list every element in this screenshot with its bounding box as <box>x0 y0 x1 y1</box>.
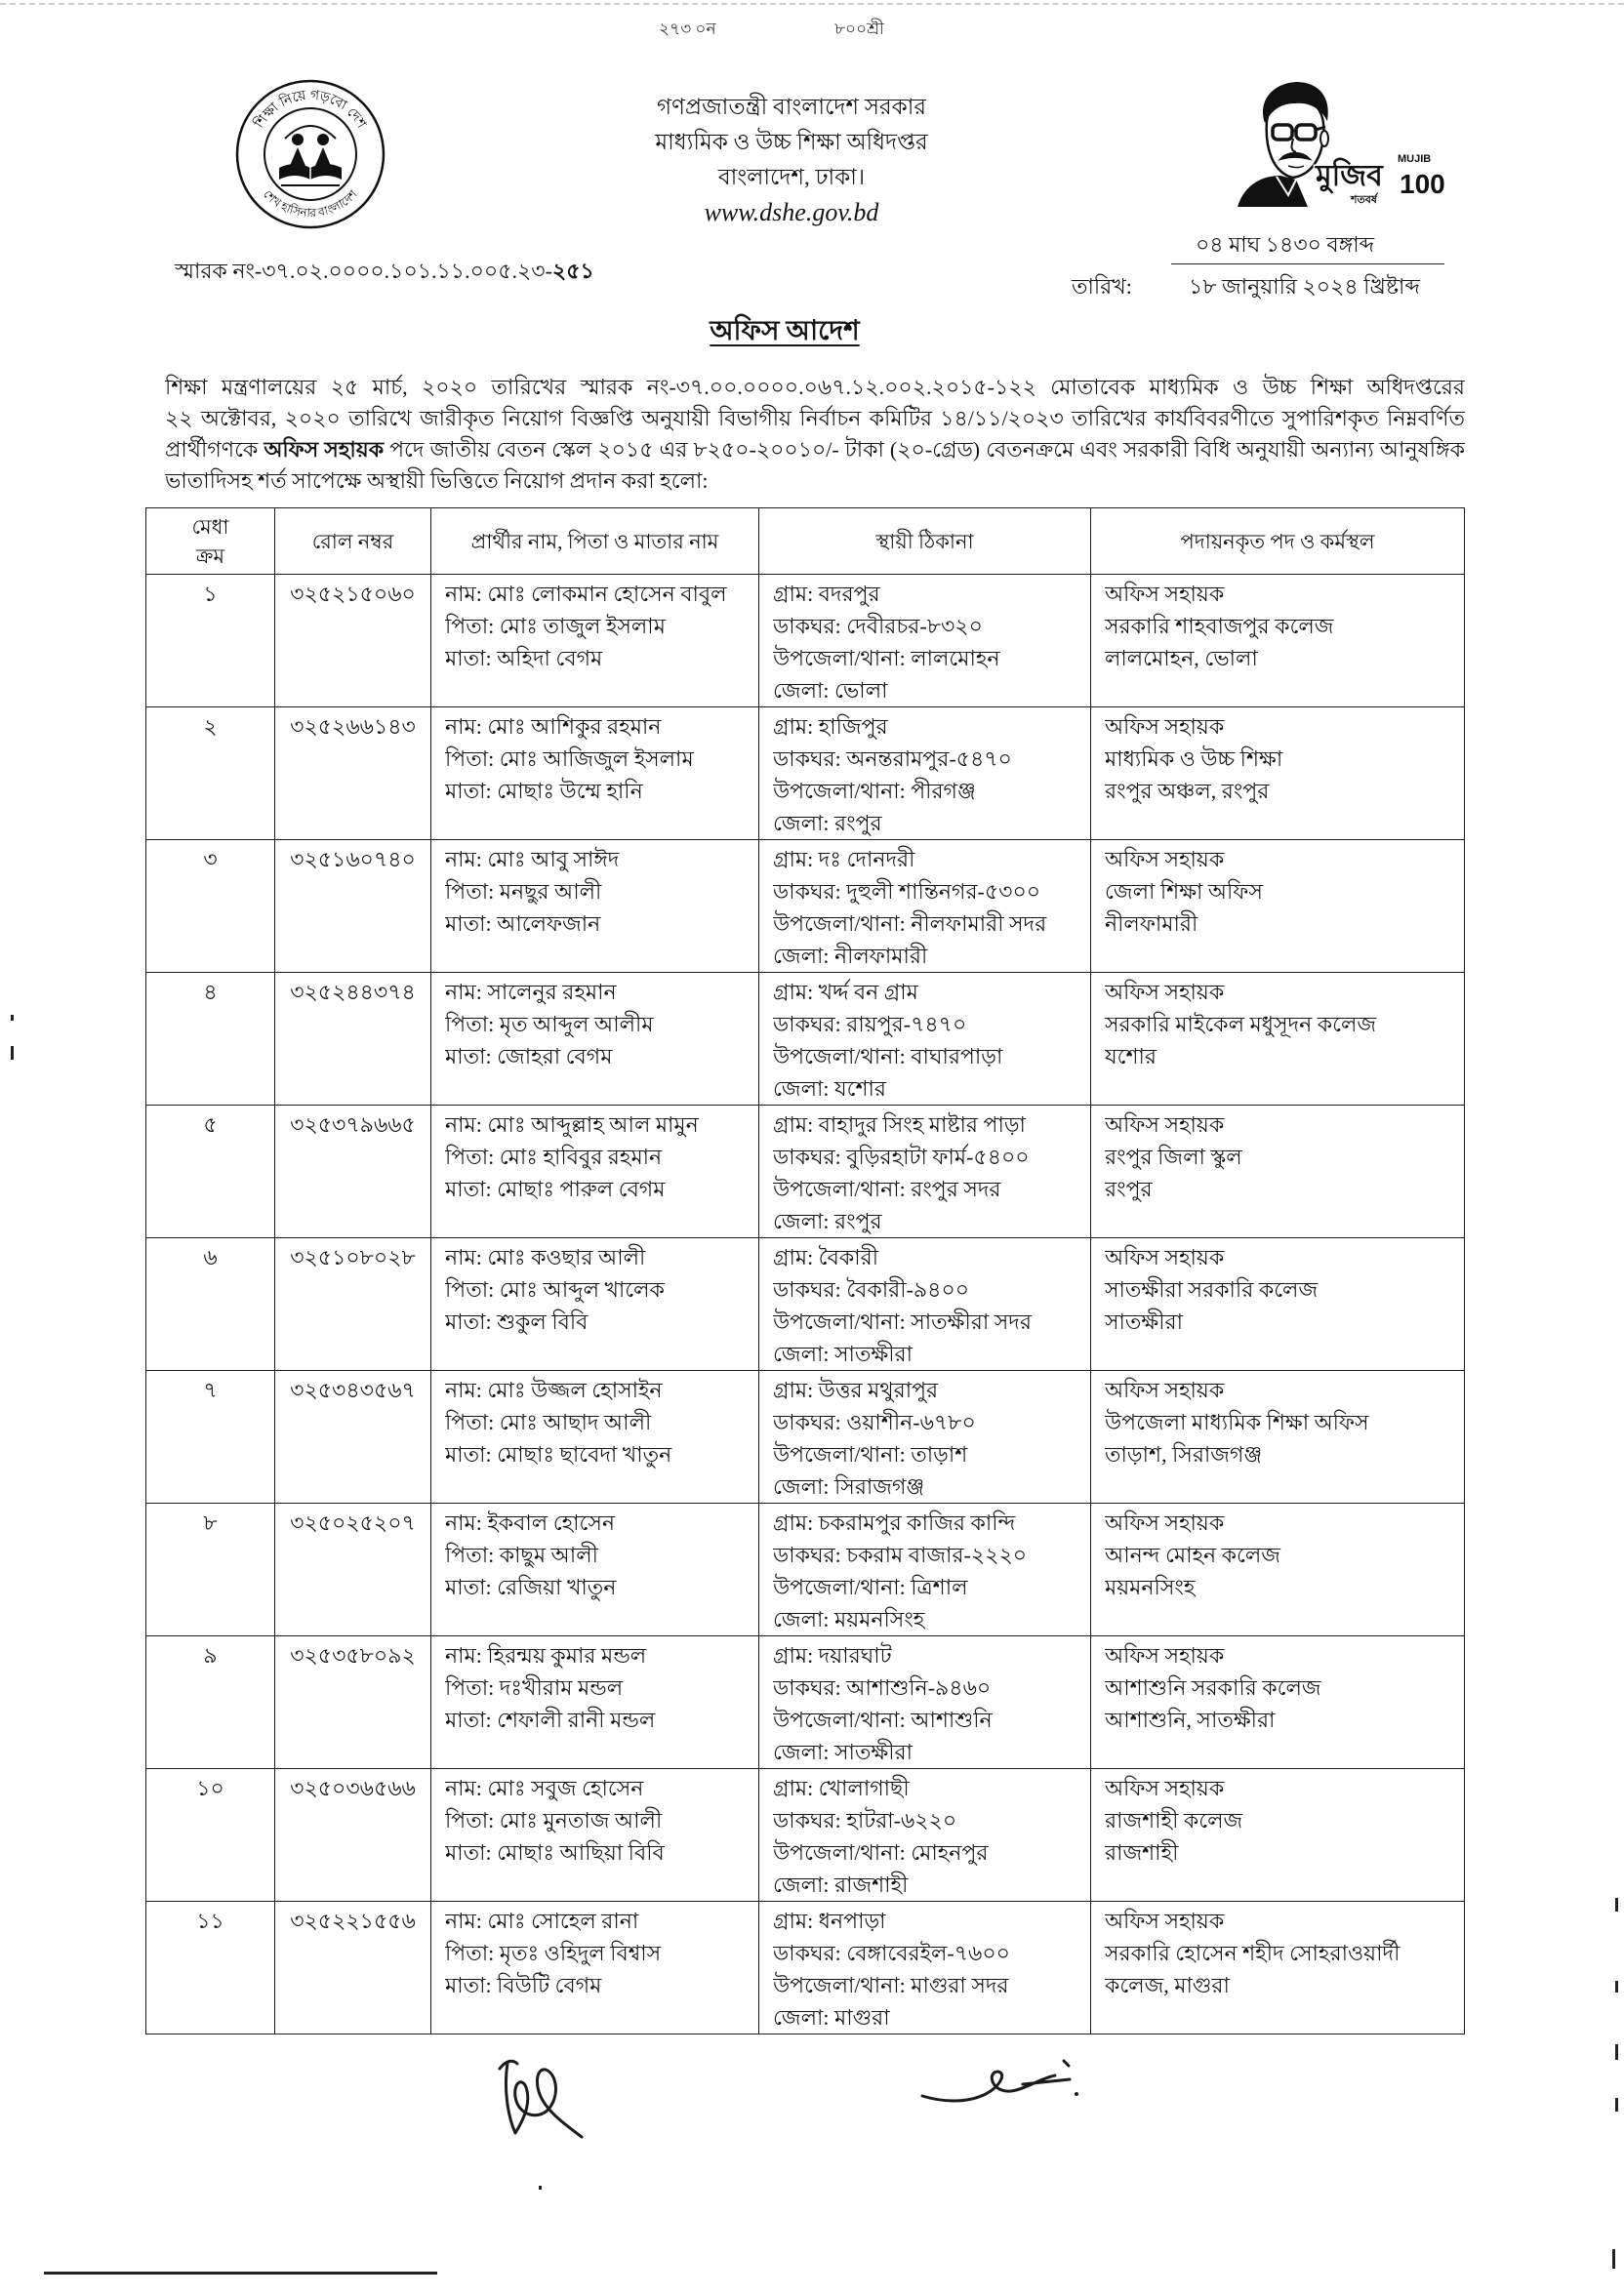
address-line: জেলা: ভোলা <box>773 678 888 703</box>
posting-line: অফিস সহায়ক <box>1105 714 1225 739</box>
merit-number-cell: ৩ <box>146 840 275 973</box>
candidate-line: নাম: মোঃ উজ্জল হোসাইন <box>445 1378 663 1402</box>
posting-line: আশাশুনি, সাতক্ষীরা <box>1105 1708 1276 1732</box>
table-row <box>146 840 1465 973</box>
address-line: উপজেলা/থানা: রংপুর সদর <box>773 1177 1001 1201</box>
header-merit-line-2: ক্রম <box>195 544 225 568</box>
address-line: জেলা: যশোর <box>773 1076 887 1101</box>
posting-cell <box>1091 1902 1465 2034</box>
candidate-line: নাম: মোঃ আশিকুর রহমান <box>445 714 662 739</box>
order-paragraph <box>165 372 1465 497</box>
address-line: জেলা: রংপুর <box>773 1209 882 1233</box>
candidate-line: মাতা: রেজিয়া খাতুন <box>445 1575 617 1599</box>
candidate-line: পিতা: মোঃ আছাদ আলী <box>445 1410 652 1434</box>
roll-number-cell: ৩২৫৩৭৯৬৬৫ <box>275 1106 431 1238</box>
paragraph-line-3-start: প্রার্থীগণকে <box>165 437 264 462</box>
posting-line: অফিস সহায়ক <box>1105 847 1225 871</box>
address-cell <box>759 1106 1091 1238</box>
address-cell <box>759 575 1091 707</box>
address-line: উপজেলা/থানা: পীরগঞ্জ <box>773 779 976 803</box>
ink-dot <box>539 2186 542 2190</box>
candidate-line: পিতা: মোঃ আজিজুল ইসলাম <box>445 746 694 771</box>
candidate-line: নাম: মোঃ আব্দুল্লাহ আল মামুন <box>445 1112 699 1137</box>
candidate-line: পিতা: কাছুম আলী <box>445 1543 598 1567</box>
address-line: ডাকঘর: রায়পুর-৭৪৭০ <box>773 1012 967 1036</box>
mujib-logo-number: 100 <box>1400 169 1445 199</box>
posting-line: অফিস সহায়ক <box>1105 1378 1225 1402</box>
address-line: উপজেলা/থানা: বাঘারপাড়া <box>773 1044 1003 1068</box>
candidate-cell <box>431 1504 759 1636</box>
scan-fragment-right: ৮০০শ্রী <box>834 20 884 38</box>
mujib-100-logo <box>1238 78 1462 207</box>
posting-cell <box>1091 1636 1465 1769</box>
candidate-cell <box>431 1636 759 1769</box>
merit-number-cell: ৫ <box>146 1106 275 1238</box>
header-posting: পদায়নকৃত পদ ও কর্মস্থল <box>1091 508 1465 575</box>
table-row <box>146 1902 1465 2034</box>
candidate-line: মাতা: জোহরা বেগম <box>445 1044 613 1068</box>
date-divider <box>1171 263 1444 264</box>
candidate-cell <box>431 840 759 973</box>
posting-line: সরকারি হোসেন শহীদ সোহরাওয়ার্দী <box>1105 1941 1401 1965</box>
roll-number-cell: ৩২৫২৪৪৩৭৪ <box>275 973 431 1106</box>
candidate-line: পিতা: মোঃ তাজুল ইসলাম <box>445 614 666 638</box>
candidate-line: মাতা: অহিদা বেগম <box>445 646 603 670</box>
posting-line: অফিস সহায়ক <box>1105 1909 1225 1933</box>
table-row <box>146 575 1465 707</box>
address-line: গ্রাম: বাহাদুর সিংহ মাষ্টার পাড়া <box>773 1112 1026 1137</box>
posting-cell <box>1091 840 1465 973</box>
roll-number-cell: ৩২৫২৬৬১৪৩ <box>275 707 431 840</box>
address-line: জেলা: সিরাজগঞ্জ <box>773 1474 925 1499</box>
merit-number-cell: ১ <box>146 575 275 707</box>
address-line: ডাকঘর: আশাশুনি-৯৪৬০ <box>773 1675 992 1700</box>
address-line: জেলা: সাতক্ষীরা <box>773 1740 914 1764</box>
posting-line: আশাশুনি সরকারি কলেজ <box>1105 1675 1321 1700</box>
posting-cell <box>1091 707 1465 840</box>
candidate-cell <box>431 1769 759 1902</box>
table-row <box>146 707 1465 840</box>
candidate-line: মাতা: মোছাঃ ছাবেদা খাতুন <box>445 1442 672 1467</box>
address-line: গ্রাম: চকরামপুর কাজির কান্দি <box>773 1511 1016 1535</box>
table-row <box>146 1371 1465 1504</box>
address-line: জেলা: রংপুর <box>773 811 882 835</box>
candidate-line: মাতা: শুকুল বিবি <box>445 1309 589 1334</box>
header-merit-line-1: মেধা <box>191 514 229 539</box>
emblem-top-text-path: শিক্ষা নিয়ে গড়বো দেশ <box>252 88 369 132</box>
address-line: উপজেলা/থানা: তাড়াশ <box>773 1442 968 1467</box>
address-line: গ্রাম: খোলাগাছী <box>773 1776 910 1800</box>
address-line: গ্রাম: দয়ারঘাট <box>773 1643 892 1668</box>
address-line: উপজেলা/থানা: নীলফামারী সদর <box>773 911 1047 936</box>
candidate-line: মাতা: মোছাঃ আছিয়া বিবি <box>445 1840 665 1865</box>
memo-serial: ২৫১ <box>551 259 594 283</box>
posting-line: রংপুর জিলা স্কুল <box>1105 1145 1242 1169</box>
candidate-line: নাম: মোঃ সবুজ হোসেন <box>445 1776 644 1800</box>
mujib-logo-subtitle: শতবর্ষ <box>1351 194 1377 206</box>
candidate-line: নাম: হিরন্ময় কুমার মন্ডল <box>445 1643 647 1668</box>
candidate-line: নাম: মোঃ আবু সাঈদ <box>445 847 620 871</box>
candidate-line: পিতা: মোঃ মুনতাজ আলী <box>445 1808 663 1833</box>
candidate-line: মাতা: শেফালী রানী মন্ডল <box>445 1708 656 1732</box>
candidate-line: নাম: সালেনুর রহমান <box>445 980 617 1004</box>
merit-number-cell: ৯ <box>146 1636 275 1769</box>
roll-number-cell: ৩২৫২১৫০৬০ <box>275 575 431 707</box>
candidate-line: নাম: মোঃ লোকমান হোসেন বাবুল <box>445 582 727 606</box>
roll-number-cell: ৩২৫৩৫৮০৯২ <box>275 1636 431 1769</box>
candidate-line: মাতা: মোছাঃ উম্মে হানি <box>445 779 643 803</box>
directorate-name: মাধ্যমিক ও উচ্চ শিক্ষা অধিদপ্তর <box>655 130 928 154</box>
scan-fragment-left: ২৭৩ ০ন <box>659 20 716 38</box>
posting-cell <box>1091 1769 1465 1902</box>
address-line: ডাকঘর: অনন্তরামপুর-৫৪৭০ <box>773 746 1012 771</box>
address-line: ডাকঘর: চকরাম বাজার-২২২০ <box>773 1543 1028 1567</box>
posting-line: সাতক্ষীরা <box>1105 1309 1184 1334</box>
paragraph-line-3-end: পদে জাতীয় বেতন স্কেল ২০১৫ এর ৮২৫০-২০০১০/- টাকা (২০-গ্রেড) বেতনক্রমে এবং সরকারী বিধি অনুযায়ী অন্যান্য আনুষঙ্গিক <box>384 437 1465 462</box>
posting-line: যশোর <box>1105 1044 1157 1068</box>
bangla-date: ০৪ মাঘ ১৪৩০ বঙ্গাব্দ <box>1196 232 1375 257</box>
merit-number-cell: ৮ <box>146 1504 275 1636</box>
posting-cell <box>1091 973 1465 1106</box>
address-line: ডাকঘর: ওয়াশীন-৬৭৮০ <box>773 1410 976 1434</box>
header-merit <box>146 508 275 575</box>
header-roll: রোল নম্বর <box>275 508 431 575</box>
mujib-logo-latin: MUJIB <box>1398 153 1432 165</box>
website-address: www.dshe.gov.bd <box>704 198 879 226</box>
candidate-cell <box>431 707 759 840</box>
roll-number-cell: ৩২৫২২১৫৫৬ <box>275 1902 431 2034</box>
candidate-cell <box>431 575 759 707</box>
posting-line: অফিস সহায়ক <box>1105 980 1225 1004</box>
candidate-cell <box>431 1371 759 1504</box>
post-name-bold: অফিস সহায়ক <box>264 437 385 462</box>
roll-number-cell: ৩২৫১৬০৭৪০ <box>275 840 431 973</box>
address-line: ডাকঘর: হাটরা-৬২২০ <box>773 1808 957 1833</box>
posting-cell <box>1091 1371 1465 1504</box>
address-line: গ্রাম: ধনপাড়া <box>773 1909 886 1933</box>
posting-line: অফিস সহায়ক <box>1105 1112 1225 1137</box>
scan-mark <box>1615 2044 1618 2060</box>
table-body <box>146 575 1465 2034</box>
candidate-cell <box>431 1238 759 1371</box>
posting-cell <box>1091 1106 1465 1238</box>
address-cell <box>759 840 1091 973</box>
candidate-line: মাতা: বিউটি বেগম <box>445 1973 602 1997</box>
address-line: জেলা: ময়মনসিংহ <box>773 1607 925 1631</box>
paragraph-line-3 <box>165 434 1465 465</box>
table-row <box>146 1238 1465 1371</box>
posting-line: ময়মনসিংহ <box>1105 1575 1196 1599</box>
header-address: স্থায়ী ঠিকানা <box>759 508 1091 575</box>
posting-line: অফিস সহায়ক <box>1105 1511 1225 1535</box>
roll-number-cell: ৩২৫১০৮০২৮ <box>275 1238 431 1371</box>
posting-line: রাজশাহী <box>1105 1840 1179 1865</box>
address-cell <box>759 1769 1091 1902</box>
roll-number-cell: ৩২৫০৩৬৫৬৬ <box>275 1769 431 1902</box>
emblem-bottom-text-path: শেখ হাসিনার বাংলাদেশ <box>261 186 360 221</box>
scan-edge-line <box>0 3 1624 5</box>
memo-prefix: স্মারক নং-৩৭.০২.০০০০.১০১.১১.০০৫.২৩- <box>175 259 552 283</box>
posting-line: আনন্দ মোহন কলেজ <box>1105 1543 1280 1567</box>
candidate-cell <box>431 973 759 1106</box>
scan-mark <box>1612 2249 1615 2269</box>
roll-number-cell: ৩২৫৩৪৩৫৬৭ <box>275 1371 431 1504</box>
address-line: ডাকঘর: বুড়িরহাটা ফার্ম-৫৪০০ <box>773 1145 1030 1169</box>
candidate-line: মাতা: মোছাঃ পারুল বেগম <box>445 1177 666 1201</box>
posting-line: মাধ্যমিক ও উচ্চ শিক্ষা <box>1105 746 1283 771</box>
candidate-line: মাতা: আলেফজান <box>445 911 601 936</box>
candidate-line: পিতা: দঃখীরাম মন্ডল <box>445 1675 624 1700</box>
address-line: উপজেলা/থানা: আশাশুনি <box>773 1708 993 1732</box>
footer-rule <box>44 2272 437 2275</box>
posting-line: নীলফামারী <box>1105 911 1198 936</box>
address-line: গ্রাম: হাজিপুর <box>773 714 888 739</box>
merit-number-cell: ৪ <box>146 973 275 1106</box>
address-line: ডাকঘর: দেবীরচর-৮৩২০ <box>773 614 983 638</box>
address-line: গ্রাম: উত্তর মথুরাপুর <box>773 1378 939 1402</box>
address-cell <box>759 1902 1091 2034</box>
posting-line: তাড়াশ, সিরাজগঞ্জ <box>1105 1442 1263 1467</box>
paragraph-line-1: শিক্ষা মন্ত্রণালয়ের ২৫ মার্চ, ২০২০ তারিখের স্মারক নং-৩৭.০০.০০০০.০৬৭.১২.০০২.২০১৫-১২২ মোতাবেক মাধ্যমিক ও উচ্চ শিক্ষা অধিদপ্তরের <box>165 375 1465 399</box>
table-row <box>146 1636 1465 1769</box>
address-line: জেলা: রাজশাহী <box>773 1873 909 1897</box>
address-line: ডাকঘর: দুহুলী শান্তিনগর-৫৩০০ <box>773 879 1041 904</box>
signature-left <box>486 2047 598 2155</box>
dshe-emblem-logo <box>234 78 386 230</box>
scan-mark <box>11 1046 14 1060</box>
address-line: ডাকঘর: বৈকারী-৯৪০০ <box>773 1277 970 1302</box>
candidate-line: নাম: মোঃ কওছার আলী <box>445 1245 646 1269</box>
candidate-line: নাম: ইকবাল হোসেন <box>445 1511 616 1535</box>
address-cell <box>759 973 1091 1106</box>
signature-right <box>917 2053 1088 2112</box>
scan-mark <box>1615 1898 1618 1912</box>
table-row <box>146 1504 1465 1636</box>
address-line: উপজেলা/থানা: সাতক্ষীরা সদর <box>773 1309 1032 1334</box>
paragraph-line-4: ভাতাদিসহ শর্ত সাপেক্ষে অস্থায়ী ভিত্তিতে নিয়োগ প্রদান করা হলো: <box>165 468 709 493</box>
appointment-table <box>145 507 1465 2034</box>
posting-line: অফিস সহায়ক <box>1105 1776 1225 1800</box>
posting-line: কলেজ, মাগুরা <box>1105 1973 1230 1997</box>
posting-line: রাজশাহী কলেজ <box>1105 1808 1243 1833</box>
scan-mark <box>1615 2098 1618 2112</box>
candidate-cell <box>431 1902 759 2034</box>
address-cell <box>759 1238 1091 1371</box>
address-line: উপজেলা/থানা: মোহনপুর <box>773 1840 989 1865</box>
merit-number-cell: ৭ <box>146 1371 275 1504</box>
scan-mark <box>11 1015 14 1021</box>
paragraph-line-2: ২২ অক্টোবর, ২০২০ তারিখে জারীকৃত নিয়োগ বিজ্ঞপ্তি অনুযায়ী বিভাগীয় নির্বাচন কমিটির ১৪/১১/২০২৩ তারিখের কার্যবিবরণীতে সুপারিশকৃত নিম্নবর্ণিত <box>165 406 1465 430</box>
posting-line: জেলা শিক্ষা অফিস <box>1105 879 1263 904</box>
table-row <box>146 1769 1465 1902</box>
roll-number-cell: ৩২৫০২৫২০৭ <box>275 1504 431 1636</box>
table-header-row <box>146 508 1465 575</box>
candidate-line: পিতা: মনছুর আলী <box>445 879 602 904</box>
government-name: গণপ্রজাতন্ত্রী বাংলাদেশ সরকার <box>656 95 927 119</box>
organization-header <box>548 90 1035 230</box>
document-title: অফিস আদেশ <box>710 316 860 346</box>
posting-line: সরকারি মাইকেল মধুসূদন কলেজ <box>1105 1012 1377 1036</box>
merit-number-cell: ১১ <box>146 1902 275 2034</box>
address-cell <box>759 707 1091 840</box>
table-row <box>146 973 1465 1106</box>
address-line: উপজেলা/থানা: ত্রিশাল <box>773 1575 968 1599</box>
posting-line: লালমোহন, ভোলা <box>1105 646 1258 670</box>
address-line: উপজেলা/থানা: লালমোহন <box>773 646 1000 670</box>
posting-line: রংপুর অঞ্চল, রংপুর <box>1105 779 1270 803</box>
gregorian-date-row <box>1072 271 1420 302</box>
posting-line: অফিস সহায়ক <box>1105 1245 1225 1269</box>
candidate-line: পিতা: মোঃ হাবিবুর রহমান <box>445 1145 663 1169</box>
gregorian-date: ১৮ জানুয়ারি ২০২৪ খ্রিষ্টাব্দ <box>1189 274 1420 299</box>
address-line: ডাকঘর: বেঙ্গাবেরইল-৭৬০০ <box>773 1941 1010 1965</box>
posting-line: অফিস সহায়ক <box>1105 582 1225 606</box>
candidate-line: পিতা: মৃতঃ ওহিদুল বিশ্বাস <box>445 1941 662 1965</box>
address-line: উপজেলা/থানা: মাগুরা সদর <box>773 1973 1009 1997</box>
address-line: গ্রাম: দঃ দোনদরী <box>773 847 915 871</box>
memo-number <box>175 256 594 287</box>
header-candidate: প্রার্থীর নাম, পিতা ও মাতার নাম <box>431 508 759 575</box>
date-label: তারিখ: <box>1072 274 1132 299</box>
table-row <box>146 1106 1465 1238</box>
address-line: জেলা: নীলফামারী <box>773 944 928 968</box>
posting-cell <box>1091 1504 1465 1636</box>
address-line: গ্রাম: বদরপুর <box>773 582 880 606</box>
posting-line: উপজেলা মাধ্যমিক শিক্ষা অফিস <box>1105 1410 1369 1434</box>
candidate-line: পিতা: মোঃ আব্দুল খালেক <box>445 1277 665 1302</box>
posting-line: রংপুর <box>1105 1177 1153 1201</box>
address-line: গ্রাম: খর্দ্দ বন গ্রাম <box>773 980 918 1004</box>
address-line: জেলা: সাতক্ষীরা <box>773 1342 914 1366</box>
address-line: জেলা: মাগুরা <box>773 2005 890 2030</box>
scan-mark <box>1615 1981 1618 1993</box>
merit-number-cell: ৬ <box>146 1238 275 1371</box>
address-cell <box>759 1504 1091 1636</box>
merit-number-cell: ১০ <box>146 1769 275 1902</box>
address-line: গ্রাম: বৈকারী <box>773 1245 878 1269</box>
posting-cell <box>1091 1238 1465 1371</box>
candidate-line: পিতা: মৃত আব্দুল আলীম <box>445 1012 654 1036</box>
address-cell <box>759 1636 1091 1769</box>
candidate-line: নাম: মোঃ সোহেল রানা <box>445 1909 639 1933</box>
posting-line: সরকারি শাহবাজপুর কলেজ <box>1105 614 1334 638</box>
merit-number-cell: ২ <box>146 707 275 840</box>
mujib-logo-title: মুজিব <box>1316 160 1383 192</box>
posting-line: সাতক্ষীরা সরকারি কলেজ <box>1105 1277 1319 1302</box>
office-location: বাংলাদেশ, ঢাকা। <box>717 165 866 189</box>
address-cell <box>759 1371 1091 1504</box>
posting-line: অফিস সহায়ক <box>1105 1643 1225 1668</box>
candidate-cell <box>431 1106 759 1238</box>
posting-cell <box>1091 575 1465 707</box>
